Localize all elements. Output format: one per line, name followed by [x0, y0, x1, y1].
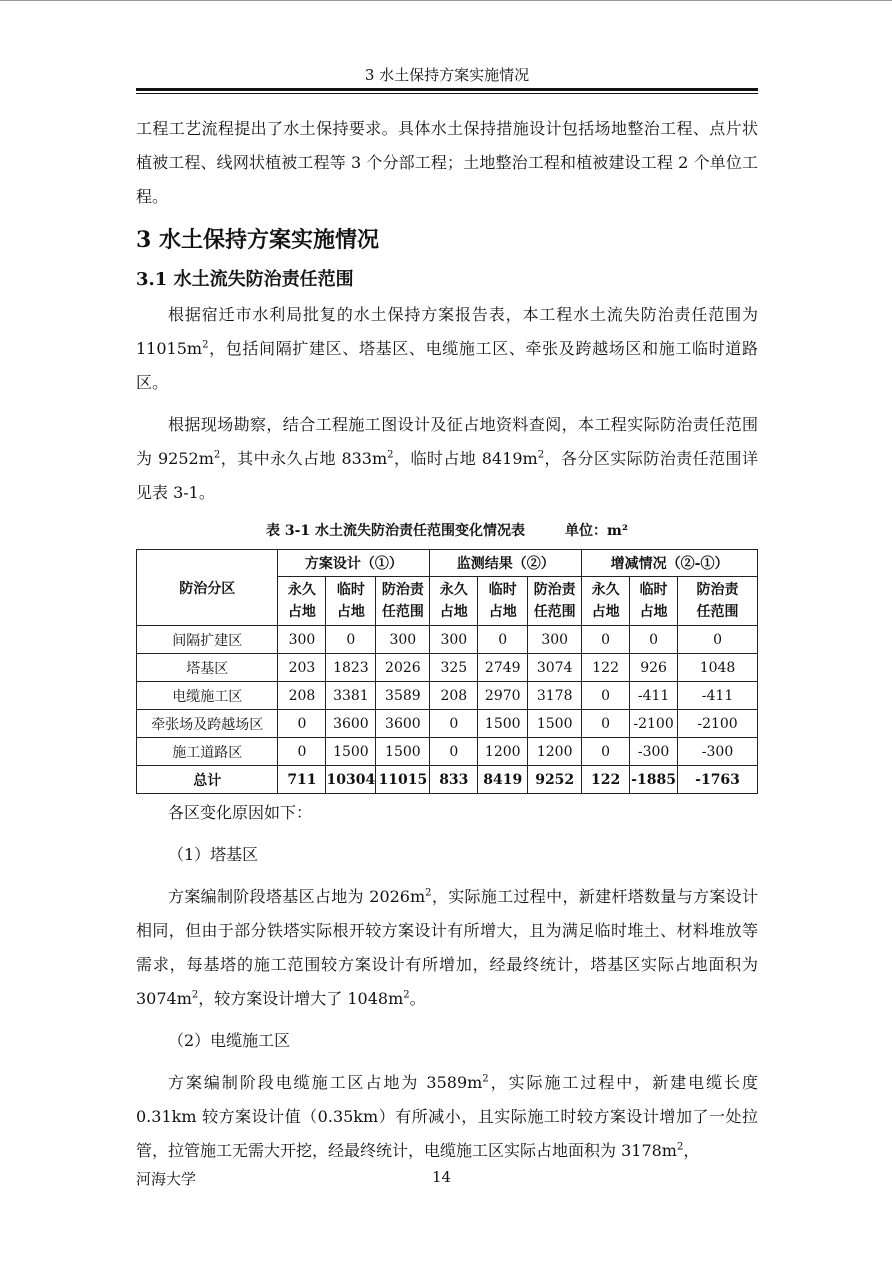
- header-rule-thick: [136, 88, 758, 91]
- table-row: 牵张场及跨越场区 0 3600 3600 0 1500 1500 0 -2100 -2100: [137, 710, 758, 738]
- chapter-heading: 3 水土保持方案实施情况: [136, 227, 379, 253]
- table-row: 施工道路区 0 1500 1500 0 1200 1200 0 -300 -300: [137, 738, 758, 766]
- header-zone: 防治分区: [137, 550, 278, 626]
- table-row: 间隔扩建区 300 0 300 300 0 300 0 0 0: [137, 626, 758, 654]
- running-header: 3 水土保持方案实施情况: [364, 66, 530, 84]
- header-permanent: 永久 占地: [278, 577, 326, 626]
- header-temporary: 临时 占地: [630, 577, 678, 626]
- subheading-tower-area: （1）塔基区: [168, 845, 259, 864]
- header-rule-thin: [136, 93, 758, 94]
- header-group-design: 方案设计（①）: [278, 550, 430, 577]
- header-scope: 防治责 任范围: [376, 577, 430, 626]
- paragraph-tower-area: 方案编制阶段塔基区占地为 $2026m^2$，实际施工过程中，新建杆塔数量与方案设计相同，但由于部分铁塔实际根开较方案设计有所增大，且为满足临时堆土、材料堆放等需求，每基塔的施工范围较方案设计有所增加，经最终统计，塔基区实际占地面积为 $3074m^2$，较方案设计增大了 $1048m^2$。: [136, 887, 758, 1008]
- paragraph-continued: 工程工艺流程提出了水土保持要求。具体水土保持措施设计包括场地整治工程、点片状植被工程、线网状植被工程等 3 个分部工程；土地整治工程和植被建设工程 2 个单位工程。: [136, 119, 758, 206]
- header-scope: 防治责 任范围: [678, 577, 758, 626]
- page-content: [136, 112, 758, 1168]
- paragraph-approved-scope: 根据宿迁市水利局批复的水土保持方案报告表，本工程水土流失防治责任范围为 $11015m^2$，包括间隔扩建区、塔基区、电缆施工区、牵张及跨越场区和施工临时道路区。: [136, 305, 758, 392]
- table-caption: 表 3-1 水土流失防治责任范围变化情况表 单位：m²: [266, 523, 628, 539]
- page-number: 14: [432, 1168, 452, 1186]
- footer-organization: 河海大学: [136, 1170, 197, 1188]
- header-scope: 防治责 任范围: [528, 577, 582, 626]
- table-row: 电缆施工区 208 3381 3589 208 2970 3178 0 -411 -411: [137, 682, 758, 710]
- header-group-change: 增减情况（②-①）: [582, 550, 758, 577]
- header-temporary: 临时 占地: [478, 577, 528, 626]
- paragraph-cable-area: 方案编制阶段电缆施工区占地为 $3589m^2$，实际施工过程中，新建电缆长度 0.31km 较方案设计值（0.35km）有所减小，且实际施工时较方案设计增加了一处拉管，拉管施工无需大开挖，经最终统计，电缆施工区实际占地面积为 $3178m^2$，: [136, 1073, 758, 1160]
- header-permanent: 永久 占地: [582, 577, 630, 626]
- responsibility-scope-table: [136, 549, 758, 794]
- section-heading: 3.1 水土流失防治责任范围: [136, 269, 354, 290]
- paragraph-actual-scope: 根据现场勘察，结合工程施工图设计及征占地资料查阅，本工程实际防治责任范围为 $9252m^2$，其中永久占地 $833m^2$，临时占地 $8419m^2$，各分区实际防治责任范围详见表 3-1。: [136, 415, 758, 502]
- table-unit: 单位：m²: [565, 523, 628, 539]
- paragraph-reasons-intro: 各区变化原因如下：: [168, 803, 313, 822]
- page-top-border: [0, 0, 892, 1]
- table-row: 塔基区 203 1823 2026 325 2749 3074 122 926 1048: [137, 654, 758, 682]
- subheading-cable-area: （2）电缆施工区: [168, 1031, 291, 1050]
- table-total-row: 总计 711 10304 11015 833 8419 9252 122 -1885 -1763: [137, 766, 758, 794]
- header-permanent: 永久 占地: [430, 577, 478, 626]
- header-group-monitor: 监测结果（②）: [430, 550, 582, 577]
- header-temporary: 临时 占地: [326, 577, 376, 626]
